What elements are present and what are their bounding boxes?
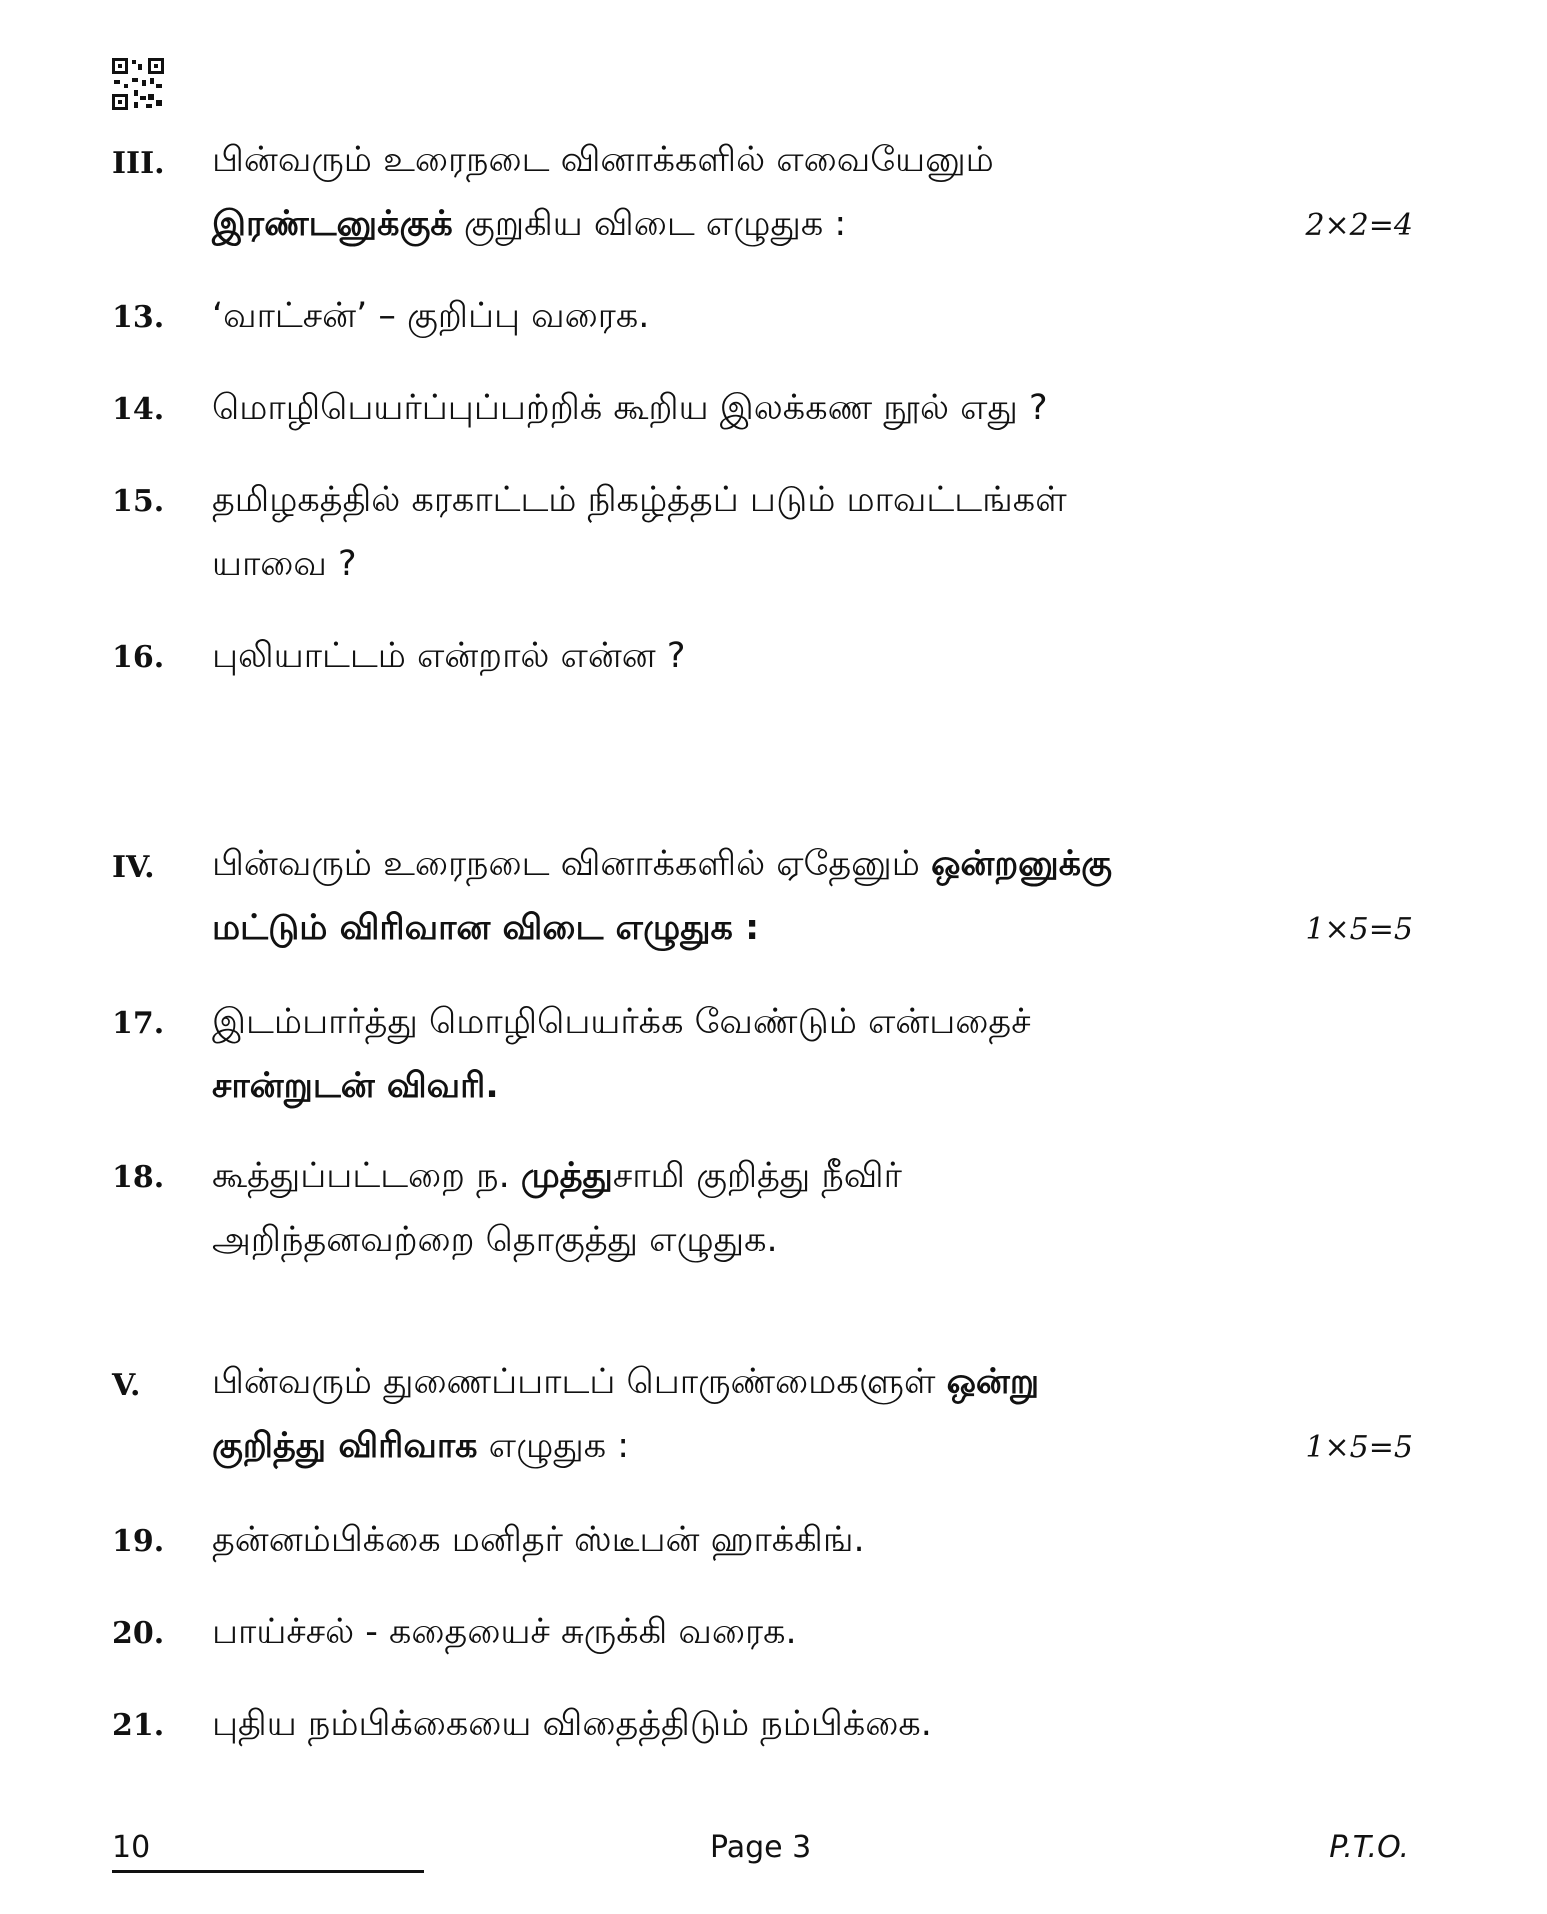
qr-code xyxy=(112,58,164,110)
section-iv-marks: 1×5=5 xyxy=(1305,912,1413,947)
question-text-part: சாமி குறித்து நீவிர் xyxy=(612,1156,902,1196)
question-text: புலியாட்டம் என்றால் என்ன ? xyxy=(212,636,686,676)
question-text-cont: அறிந்தனவற்றை தொகுத்து எழுதுக. xyxy=(212,1220,778,1260)
question-text-cont: யாவை ? xyxy=(212,544,357,584)
section-iii-instruction-rest: குறுகிய விடை எழுதுக : xyxy=(452,204,847,244)
section-iv-instruction-line2 xyxy=(212,896,759,960)
section-v-instruction-rest: எழுதுக : xyxy=(477,1426,630,1466)
question-number: 17. xyxy=(112,1006,165,1041)
question-number: 19. xyxy=(112,1524,165,1559)
section-iii-marks: 2×2=4 xyxy=(1305,208,1413,243)
question-number: 13. xyxy=(112,300,165,335)
section-iii-numeral: III. xyxy=(112,146,165,181)
section-v-instruction-line1 xyxy=(212,1350,1039,1414)
page-number: Page 3 xyxy=(710,1830,812,1865)
section-v-bold-word: ஒன்று xyxy=(946,1362,1040,1402)
question-text: தன்னம்பிக்கை மனிதர் ஸ்டீபன் ஹாக்கிங். xyxy=(212,1520,865,1560)
question-text: ‘வாட்சன்’ – குறிப்பு வரைக. xyxy=(212,296,650,336)
question-bold-text: சான்றுடன் விவரி. xyxy=(212,1066,499,1106)
question-text-cont xyxy=(212,1054,499,1118)
section-iv-numeral: IV. xyxy=(112,850,155,885)
question-number: 15. xyxy=(112,484,165,519)
section-v-numeral: V. xyxy=(112,1368,141,1403)
section-iii-instruction-line1: பின்வரும் உரைநடை வினாக்களில் எவையேனும் xyxy=(212,140,994,180)
section-v-bold-words: குறித்து விரிவாக xyxy=(212,1426,478,1466)
section-v-instruction-start: பின்வரும் துணைப்பாடப் பொருண்மைகளுள் xyxy=(212,1362,947,1402)
section-iv-bold-word: ஒன்றனுக்கு xyxy=(931,844,1113,884)
section-iv-instruction-line1 xyxy=(212,832,1112,896)
question-text-part: கூத்துப்பட்டறை ந. xyxy=(212,1156,521,1196)
question-number: 18. xyxy=(112,1160,165,1195)
section-iv-bold-line: மட்டும் விரிவான விடை எழுதுக : xyxy=(212,908,760,948)
question-text: இடம்பார்த்து மொழிபெயர்க்க வேண்டும் என்பதைச் xyxy=(212,1002,1031,1042)
section-v-marks: 1×5=5 xyxy=(1305,1430,1413,1465)
section-iv-instruction-start: பின்வரும் உரைநடை வினாக்களில் ஏதேனும் xyxy=(212,844,932,884)
question-number: 16. xyxy=(112,640,165,675)
question-text: புதிய நம்பிக்கையை விதைத்திடும் நம்பிக்கை. xyxy=(212,1704,932,1744)
paper-code: 10 xyxy=(112,1830,151,1865)
section-iii-instruction-line2 xyxy=(212,192,846,256)
question-text: தமிழகத்தில் கரகாட்டம் நிகழ்த்தப் படும் மாவட்டங்கள் xyxy=(212,480,1067,520)
question-text: மொழிபெயர்ப்புப்பற்றிக் கூறிய இலக்கண நூல் எது ? xyxy=(212,388,1048,428)
question-number: 21. xyxy=(112,1708,165,1743)
question-text xyxy=(212,1144,902,1208)
question-number: 14. xyxy=(112,392,165,427)
question-bold-text: முத்து xyxy=(520,1156,613,1196)
footer-rule xyxy=(112,1870,424,1873)
section-iii-bold-word: இரண்டனுக்குக் xyxy=(212,204,453,244)
question-number: 20. xyxy=(112,1616,165,1651)
please-turn-over: P.T.O. xyxy=(1329,1830,1409,1865)
question-text: பாய்ச்சல் - கதையைச் சுருக்கி வரைக. xyxy=(212,1612,797,1652)
section-v-instruction-line2 xyxy=(212,1414,629,1478)
